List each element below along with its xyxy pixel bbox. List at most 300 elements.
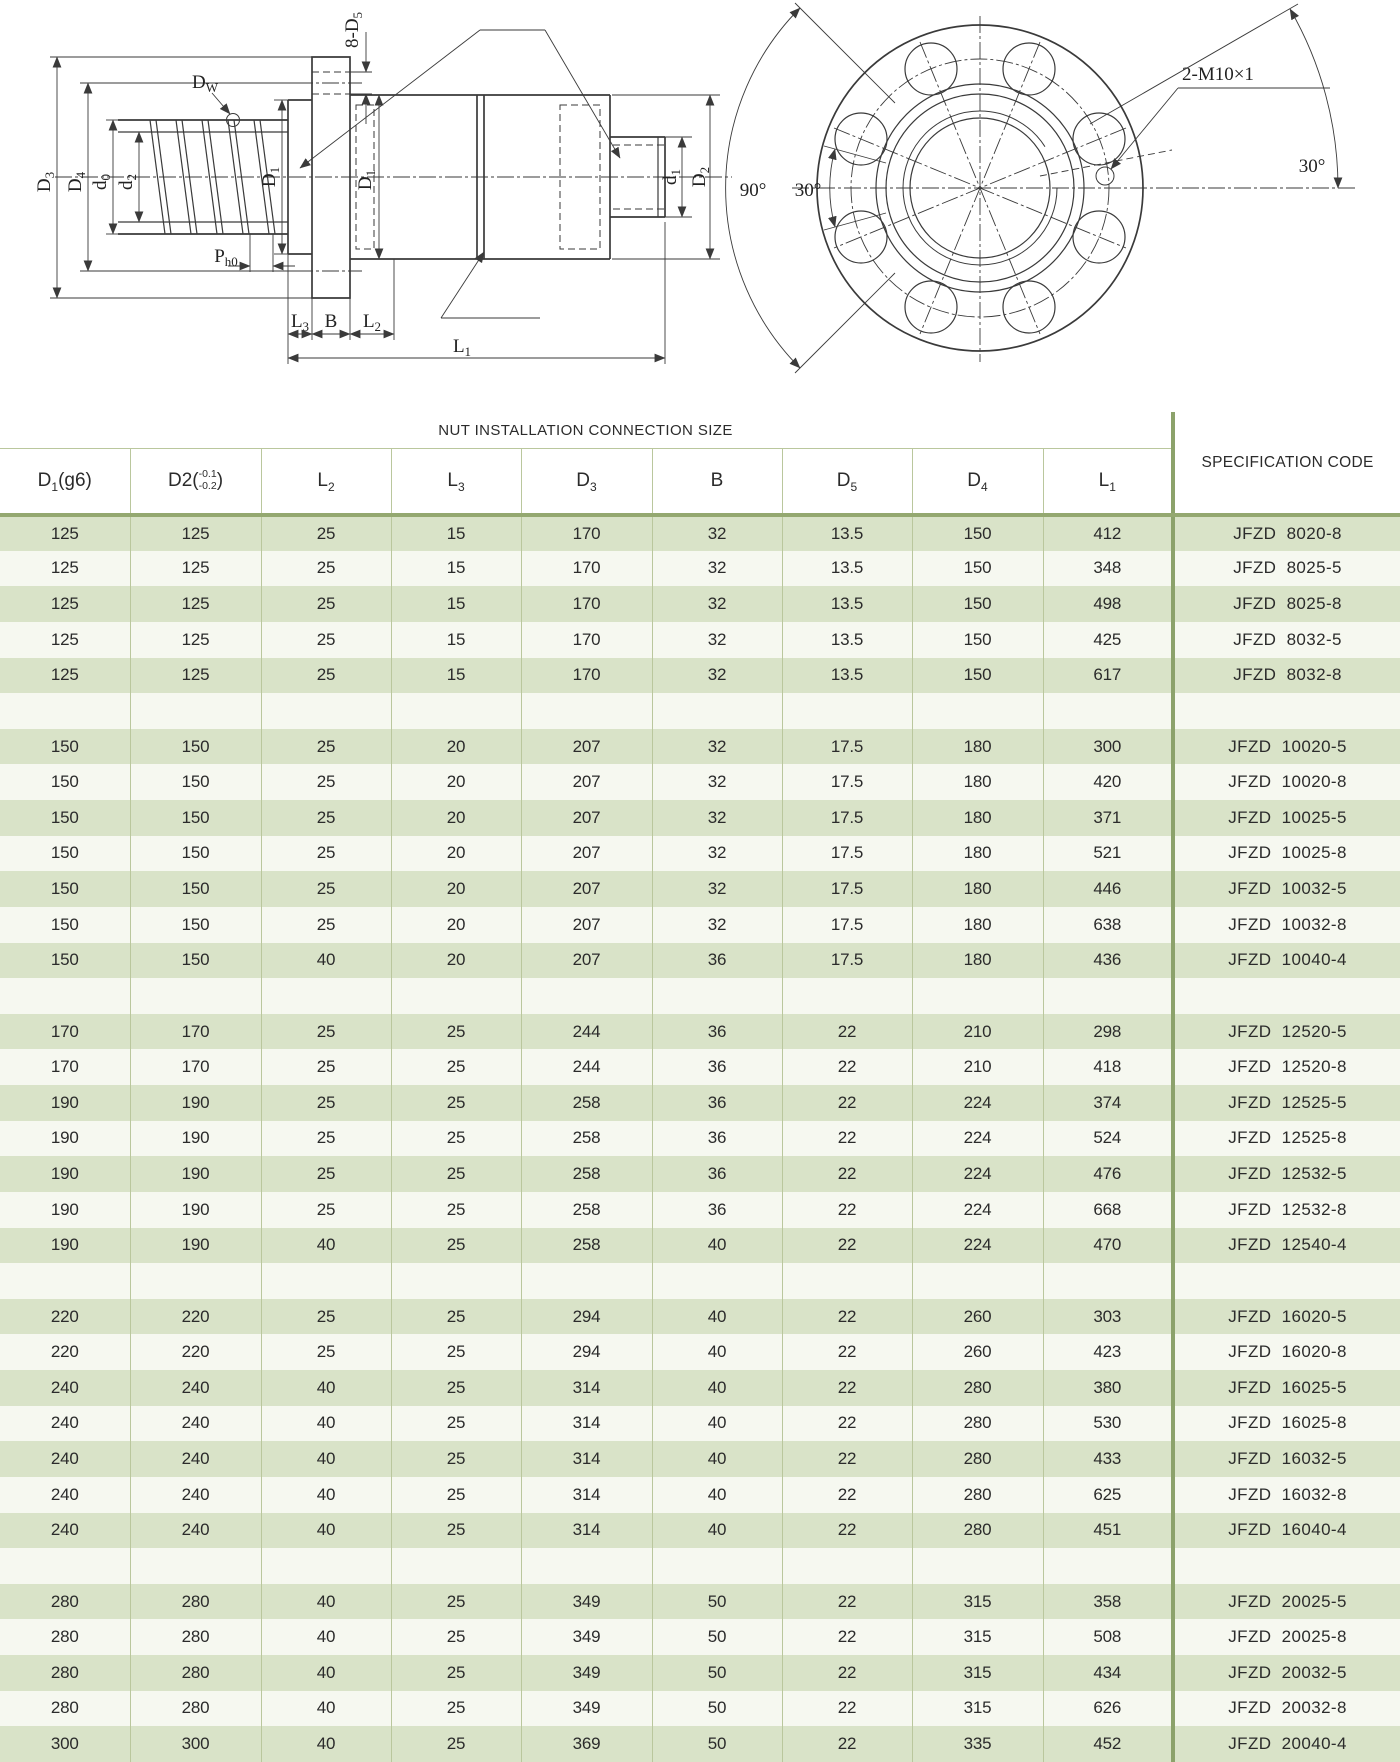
dim-cell [130, 693, 261, 729]
spec-code-cell: JFZD 20040-4 [1173, 1726, 1400, 1762]
dim-cell: 224 [912, 1156, 1043, 1192]
technical-drawing [0, 0, 1400, 412]
dim-cell: 150 [130, 836, 261, 872]
dim-cell: 40 [261, 1691, 391, 1727]
dim-cell: 280 [130, 1655, 261, 1691]
table-row [0, 1584, 1400, 1620]
dim-cell [912, 1548, 1043, 1584]
spec-code-cell: JFZD 10020-8 [1173, 764, 1400, 800]
dim-cell: 25 [261, 1334, 391, 1370]
dim-cell: 150 [912, 658, 1043, 694]
dim-cell: 150 [0, 836, 130, 872]
dim-cell: 25 [261, 1192, 391, 1228]
dim-cell: 25 [391, 1513, 521, 1549]
table-gap-row [0, 1263, 1400, 1299]
dim-cell: 190 [0, 1192, 130, 1228]
dim-cell: 25 [391, 1370, 521, 1406]
dim-cell: 22 [782, 1441, 912, 1477]
dim-cell [782, 1263, 912, 1299]
dim-cell [0, 1548, 130, 1584]
dim-cell: 314 [521, 1406, 652, 1442]
dim-cell: 25 [261, 1049, 391, 1085]
table-row [0, 1192, 1400, 1228]
col-header-d3: $D_3$ [521, 449, 652, 516]
dim-cell: 348 [1043, 551, 1173, 587]
dim-cell: 207 [521, 764, 652, 800]
dim-cell: 22 [782, 1228, 912, 1264]
dim-cell: 150 [130, 764, 261, 800]
dim-cell: 150 [0, 800, 130, 836]
dim-cell: 125 [130, 622, 261, 658]
dim-cell: 32 [652, 622, 782, 658]
dim-cell: 315 [912, 1655, 1043, 1691]
dim-cell: 190 [130, 1085, 261, 1121]
table-row [0, 836, 1400, 872]
dim-cell: 420 [1043, 764, 1173, 800]
dim-cell: 25 [391, 1228, 521, 1264]
dim-cell: 40 [261, 1584, 391, 1620]
dim-cell [0, 693, 130, 729]
dim-cell: 180 [912, 871, 1043, 907]
dim-cell [391, 978, 521, 1014]
dim-cell: 190 [0, 1121, 130, 1157]
dim-cell: 40 [261, 1228, 391, 1264]
dim-cell: 446 [1043, 871, 1173, 907]
dim-cell [521, 693, 652, 729]
dim-cell: 125 [130, 515, 261, 551]
dim-cell: 150 [0, 729, 130, 765]
spec-code-cell: JFZD 20025-8 [1173, 1619, 1400, 1655]
label-ball-dia: $D_W$ [191, 72, 219, 95]
dim-cell: 244 [521, 1014, 652, 1050]
table-row [0, 1299, 1400, 1335]
dim-cell: 20 [391, 871, 521, 907]
dim-cell: 36 [652, 1192, 782, 1228]
spec-code-cell: JFZD 20032-5 [1173, 1655, 1400, 1691]
col-header-d4: $D_4$ [912, 449, 1043, 516]
spec-code-cell: JFZD 16020-5 [1173, 1299, 1400, 1335]
dim-cell: 25 [261, 1299, 391, 1335]
spec-code-cell: JFZD 12532-5 [1173, 1156, 1400, 1192]
dim-cell: 17.5 [782, 729, 912, 765]
table-row [0, 1156, 1400, 1192]
dim-cell [782, 978, 912, 1014]
dim-cell: 22 [782, 1477, 912, 1513]
dim-cell: 22 [782, 1192, 912, 1228]
dim-cell: 32 [652, 551, 782, 587]
side-view-centerlines [55, 83, 732, 271]
dim-cell: 125 [130, 551, 261, 587]
col-header-l2: $L_2$ [261, 449, 391, 516]
dim-cell: 315 [912, 1691, 1043, 1727]
dim-cell: 180 [912, 800, 1043, 836]
dim-cell [261, 1263, 391, 1299]
spec-code-cell: JFZD 16020-8 [1173, 1334, 1400, 1370]
tap-hole [1096, 167, 1114, 185]
spec-code-header: SPECIFICATION CODE [1173, 412, 1400, 515]
spec-code-cell: JFZD 8025-5 [1173, 551, 1400, 587]
dim-cell [521, 978, 652, 1014]
label-bolt-holes: $8-D_5$ [342, 11, 365, 48]
dim-cell: 40 [652, 1477, 782, 1513]
dim-cell: 260 [912, 1299, 1043, 1335]
dim-cell: 125 [0, 622, 130, 658]
dim-cell: 190 [0, 1228, 130, 1264]
dim-cell: 15 [391, 586, 521, 622]
dim-cell: 22 [782, 1513, 912, 1549]
dim-cell: 125 [0, 658, 130, 694]
dim-cell: 25 [261, 871, 391, 907]
dim-cell: 508 [1043, 1619, 1173, 1655]
dim-cell: 668 [1043, 1192, 1173, 1228]
dim-cell: 150 [130, 800, 261, 836]
dim-cell: 36 [652, 1085, 782, 1121]
dim-cell: 20 [391, 836, 521, 872]
dim-cell: 207 [521, 943, 652, 979]
dim-cell: 280 [0, 1619, 130, 1655]
spec-code-cell: JFZD 20025-5 [1173, 1584, 1400, 1620]
dim-cell: 25 [261, 800, 391, 836]
dim-cell: 150 [912, 586, 1043, 622]
dim-cell: 258 [521, 1228, 652, 1264]
dim-cell: 32 [652, 907, 782, 943]
dim-cell: 25 [261, 622, 391, 658]
dim-cell [652, 693, 782, 729]
table-row [0, 1121, 1400, 1157]
dim-cell: 294 [521, 1299, 652, 1335]
dim-cell: 40 [261, 1370, 391, 1406]
dim-cell: 369 [521, 1726, 652, 1762]
col-header-d5: $D_5$ [782, 449, 912, 516]
table-row [0, 586, 1400, 622]
label-end-od: $D_2$ [689, 166, 712, 188]
dim-cell: 314 [521, 1513, 652, 1549]
dim-cell: 25 [261, 1121, 391, 1157]
dim-cell [912, 1263, 1043, 1299]
table-row [0, 551, 1400, 587]
dim-cell: 180 [912, 836, 1043, 872]
dim-cell: 190 [130, 1156, 261, 1192]
dim-cell: 20 [391, 907, 521, 943]
dim-cell: 280 [912, 1513, 1043, 1549]
spec-code-cell: JFZD 10025-5 [1173, 800, 1400, 836]
dim-cell [912, 978, 1043, 1014]
dim-cell: 315 [912, 1584, 1043, 1620]
dim-cell: 125 [0, 551, 130, 587]
dim-cell: 224 [912, 1121, 1043, 1157]
dim-cell: 36 [652, 1156, 782, 1192]
side-view-outline [118, 57, 665, 298]
dim-cell: 190 [130, 1192, 261, 1228]
dim-cell: 150 [912, 551, 1043, 587]
spec-code-cell [1173, 693, 1400, 729]
dim-cell: 170 [521, 515, 652, 551]
dim-cell: 150 [130, 871, 261, 907]
dim-cell: 300 [1043, 729, 1173, 765]
dim-cell: 280 [912, 1441, 1043, 1477]
dim-cell: 150 [130, 907, 261, 943]
label-body-dia: $D_1$ [355, 169, 378, 191]
spec-code-cell: JFZD 12520-8 [1173, 1049, 1400, 1085]
label-pilot-dia: $D_1$ [259, 166, 282, 188]
dim-cell: 170 [521, 586, 652, 622]
dim-cell: 20 [391, 764, 521, 800]
dim-cell: 626 [1043, 1691, 1173, 1727]
dim-cell: 349 [521, 1584, 652, 1620]
table-row [0, 1513, 1400, 1549]
spec-code-cell: JFZD 10040-4 [1173, 943, 1400, 979]
dim-cell [261, 693, 391, 729]
dim-cell: 40 [652, 1513, 782, 1549]
col-header-d2: D2( -0.1 -0.2 ) [130, 449, 261, 516]
dim-cell: 170 [0, 1049, 130, 1085]
spec-code-cell: JFZD 20032-8 [1173, 1691, 1400, 1727]
dim-cell: 40 [261, 1655, 391, 1691]
dim-cell: 349 [521, 1655, 652, 1691]
dim-cell [652, 1263, 782, 1299]
spec-code-cell: JFZD 16040-4 [1173, 1513, 1400, 1549]
dim-cell: 50 [652, 1655, 782, 1691]
table-row [0, 1049, 1400, 1085]
spec-code-cell: JFZD 16032-5 [1173, 1441, 1400, 1477]
dim-cell: 15 [391, 622, 521, 658]
dim-cell [521, 1263, 652, 1299]
dim-cell: 17.5 [782, 764, 912, 800]
dim-cell: 170 [130, 1049, 261, 1085]
table-row [0, 871, 1400, 907]
dim-cell [130, 1263, 261, 1299]
dim-cell: 258 [521, 1192, 652, 1228]
dim-cell: 50 [652, 1619, 782, 1655]
dim-cell: 190 [0, 1156, 130, 1192]
col-header-l3: $L_3$ [391, 449, 521, 516]
dim-cell: 374 [1043, 1085, 1173, 1121]
dim-cell: 294 [521, 1334, 652, 1370]
dim-cell: 17.5 [782, 800, 912, 836]
dim-cell: 25 [261, 1014, 391, 1050]
dim-cell: 190 [130, 1228, 261, 1264]
dim-cell: 452 [1043, 1726, 1173, 1762]
dim-cell: 314 [521, 1441, 652, 1477]
dim-cell: 224 [912, 1192, 1043, 1228]
dim-cell: 20 [391, 943, 521, 979]
dim-cell: 150 [0, 907, 130, 943]
dim-cell: 150 [130, 729, 261, 765]
dim-cell: 240 [130, 1513, 261, 1549]
table-row [0, 1691, 1400, 1727]
dim-cell: 25 [391, 1049, 521, 1085]
dim-cell: 521 [1043, 836, 1173, 872]
spec-code-cell: JFZD 12532-8 [1173, 1192, 1400, 1228]
dim-cell: 32 [652, 871, 782, 907]
dim-cell: 22 [782, 1584, 912, 1620]
dim-cell: 17.5 [782, 836, 912, 872]
table-gap-row [0, 693, 1400, 729]
dim-cell: 220 [130, 1299, 261, 1335]
spec-code-cell: JFZD 8032-8 [1173, 658, 1400, 694]
dim-cell: 625 [1043, 1477, 1173, 1513]
dim-cell: 50 [652, 1691, 782, 1727]
dim-cell: 220 [130, 1334, 261, 1370]
dim-cell: 180 [912, 907, 1043, 943]
dim-cell: 25 [391, 1014, 521, 1050]
dim-cell: 15 [391, 551, 521, 587]
dim-cell: 22 [782, 1121, 912, 1157]
table-row [0, 1726, 1400, 1762]
dim-cell: 224 [912, 1085, 1043, 1121]
dim-cell: 240 [130, 1477, 261, 1513]
dim-cell: 244 [521, 1049, 652, 1085]
dim-cell: 40 [261, 1513, 391, 1549]
label-screw-od: $d_0$ [90, 174, 113, 190]
dim-cell: 418 [1043, 1049, 1173, 1085]
dim-cell: 258 [521, 1085, 652, 1121]
dim-cell: 190 [130, 1121, 261, 1157]
dim-cell: 298 [1043, 1014, 1173, 1050]
dim-cell: 22 [782, 1370, 912, 1406]
dim-cell: 25 [261, 551, 391, 587]
side-view-dimension-lines [57, 32, 710, 358]
label-b: B [324, 311, 338, 332]
col-header-l1: $L_1$ [1043, 449, 1173, 516]
dim-cell: 25 [391, 1156, 521, 1192]
dim-cell [391, 1548, 521, 1584]
dim-cell: 412 [1043, 515, 1173, 551]
dim-cell: 303 [1043, 1299, 1173, 1335]
dim-cell: 25 [261, 586, 391, 622]
dim-cell: 220 [0, 1299, 130, 1335]
table-row [0, 622, 1400, 658]
dim-cell: 25 [391, 1192, 521, 1228]
dim-cell [782, 1548, 912, 1584]
spec-code-cell: JFZD 10020-5 [1173, 729, 1400, 765]
dim-cell: 280 [130, 1619, 261, 1655]
dim-cell: 17.5 [782, 871, 912, 907]
table-gap-row [0, 978, 1400, 1014]
dim-cell: 25 [391, 1441, 521, 1477]
table-row [0, 1370, 1400, 1406]
table-row [0, 1655, 1400, 1691]
dim-cell: 280 [130, 1584, 261, 1620]
dim-cell [391, 693, 521, 729]
dim-cell: 22 [782, 1334, 912, 1370]
table-row [0, 1085, 1400, 1121]
label-l2: $L_2$ [362, 311, 382, 334]
dim-cell: 22 [782, 1406, 912, 1442]
dim-cell [652, 1548, 782, 1584]
table-row [0, 764, 1400, 800]
dim-cell [0, 1263, 130, 1299]
dim-cell: 180 [912, 729, 1043, 765]
label-journal-dia: $d_1$ [660, 169, 683, 185]
spec-code-cell [1173, 1263, 1400, 1299]
dim-cell: 240 [130, 1441, 261, 1477]
label-flange-od: $D_3$ [34, 171, 57, 193]
dim-cell: 25 [261, 836, 391, 872]
label-l1: $L_1$ [452, 336, 472, 359]
spec-code-cell: JFZD 12520-5 [1173, 1014, 1400, 1050]
dim-cell: 22 [782, 1014, 912, 1050]
dim-cell: 25 [391, 1121, 521, 1157]
spec-code-cell: JFZD 16025-8 [1173, 1406, 1400, 1442]
spec-code-cell [1173, 1548, 1400, 1584]
spec-code-cell: JFZD 16025-5 [1173, 1370, 1400, 1406]
dim-cell [261, 978, 391, 1014]
spec-code-cell: JFZD 12540-4 [1173, 1228, 1400, 1264]
dim-cell: 40 [652, 1370, 782, 1406]
table-row [0, 800, 1400, 836]
dim-cell: 150 [0, 764, 130, 800]
dim-cell: 207 [521, 800, 652, 836]
dim-cell: 476 [1043, 1156, 1173, 1192]
dim-cell: 25 [391, 1085, 521, 1121]
dim-cell: 380 [1043, 1370, 1173, 1406]
dim-cell: 498 [1043, 586, 1173, 622]
dim-cell: 13.5 [782, 515, 912, 551]
dim-cell: 180 [912, 943, 1043, 979]
spec-code-cell: JFZD 8032-5 [1173, 622, 1400, 658]
dim-cell: 358 [1043, 1584, 1173, 1620]
dim-cell: 524 [1043, 1121, 1173, 1157]
label-angle-90-left: 90° [739, 180, 767, 201]
label-l3: $L_3$ [290, 311, 310, 334]
dim-cell [261, 1548, 391, 1584]
table-row [0, 1014, 1400, 1050]
dim-cell: 22 [782, 1156, 912, 1192]
dim-cell: 50 [652, 1584, 782, 1620]
dim-cell: 240 [0, 1370, 130, 1406]
dim-cell: 280 [0, 1655, 130, 1691]
label-bolt-circle: $D_4$ [65, 171, 88, 193]
dim-cell: 36 [652, 1121, 782, 1157]
dim-cell: 150 [0, 943, 130, 979]
dim-cell: 40 [261, 943, 391, 979]
dim-cell: 15 [391, 658, 521, 694]
dim-cell: 280 [912, 1406, 1043, 1442]
dim-cell: 25 [261, 1085, 391, 1121]
dim-cell: 258 [521, 1121, 652, 1157]
dim-cell [521, 1548, 652, 1584]
spec-code-cell: JFZD 10032-8 [1173, 907, 1400, 943]
dim-cell: 50 [652, 1726, 782, 1762]
dim-cell: 240 [130, 1370, 261, 1406]
dim-cell: 25 [391, 1584, 521, 1620]
dim-cell: 125 [130, 658, 261, 694]
label-angle-30-left: 30° [794, 180, 822, 201]
dim-cell: 170 [521, 658, 652, 694]
dim-cell: 224 [912, 1228, 1043, 1264]
dim-cell: 36 [652, 1014, 782, 1050]
table-group-header: NUT INSTALLATION CONNECTION SIZE [0, 412, 1173, 449]
spec-code-cell: JFZD 8025-8 [1173, 586, 1400, 622]
dim-cell: 150 [0, 871, 130, 907]
dim-cell: 436 [1043, 943, 1173, 979]
dim-cell: 32 [652, 729, 782, 765]
spec-code-cell [1173, 978, 1400, 1014]
dim-cell: 25 [261, 729, 391, 765]
dim-cell: 280 [912, 1370, 1043, 1406]
dim-cell [0, 978, 130, 1014]
dim-cell: 433 [1043, 1441, 1173, 1477]
dim-cell: 315 [912, 1619, 1043, 1655]
dim-cell: 150 [912, 515, 1043, 551]
dim-cell [1043, 1548, 1173, 1584]
label-lead: $P_{h0}$ [214, 246, 238, 269]
dim-cell: 470 [1043, 1228, 1173, 1264]
dim-cell [1043, 1263, 1173, 1299]
dim-cell: 40 [652, 1228, 782, 1264]
table-gap-row [0, 1548, 1400, 1584]
